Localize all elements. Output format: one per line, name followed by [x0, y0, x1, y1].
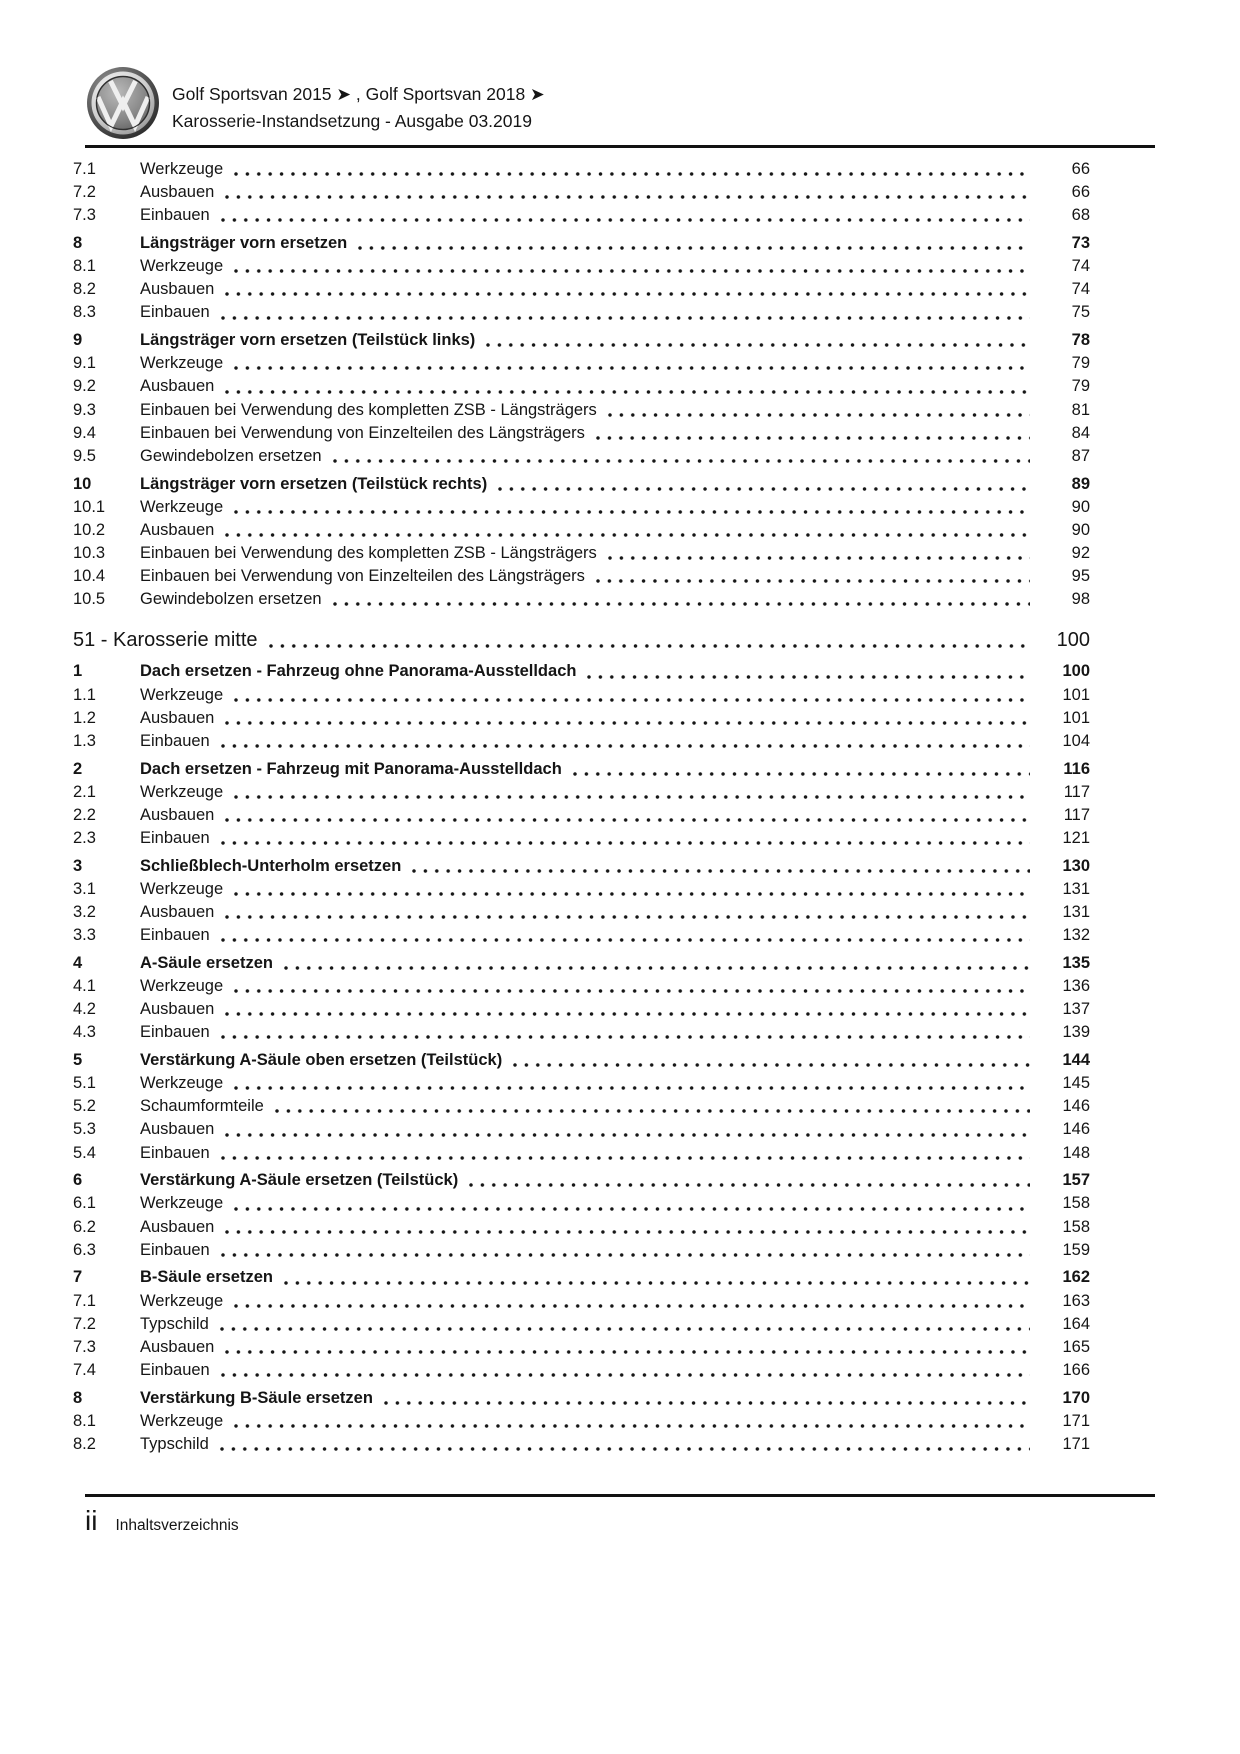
dot-leader: [225, 533, 1030, 537]
toc-section-number: 9.2: [73, 377, 96, 396]
dot-leader: [234, 1207, 1030, 1211]
toc-row: [73, 878, 1090, 901]
dot-leader: [225, 1230, 1030, 1234]
dot-leader: [608, 413, 1030, 417]
toc-title: Ausbauen: [140, 1120, 215, 1139]
toc-section-number: 8.3: [73, 303, 96, 322]
toc-title: Gewindebolzen ersetzen: [140, 590, 322, 609]
toc-section-number: 6: [73, 1171, 83, 1190]
toc-title: Dach ersetzen - Fahrzeug ohne Panorama-Ausstelldach: [140, 662, 577, 681]
toc-page-number: 159: [1062, 1240, 1090, 1259]
toc-section-number: 4.3: [73, 1023, 96, 1042]
toc-page-number: 144: [1062, 1050, 1090, 1069]
toc-section-number: 6.1: [73, 1194, 96, 1213]
toc-section-number: 2.2: [73, 805, 96, 824]
toc-title: Einbauen: [140, 1361, 210, 1379]
dot-leader: [587, 675, 1030, 679]
dot-leader: [234, 892, 1030, 896]
toc-title: Ausbauen: [140, 280, 215, 299]
toc-title: Dach ersetzen - Fahrzeug mit Panorama-Ausstelldach: [140, 759, 562, 778]
toc-page-number: 157: [1062, 1171, 1090, 1190]
toc-title: Ausbauen: [140, 805, 215, 824]
toc-section-number: 3.3: [73, 926, 96, 945]
toc-chapter-row: [73, 627, 1090, 654]
dot-leader: [358, 246, 1030, 250]
toc-title: Werkzeuge: [140, 1074, 224, 1093]
dot-leader: [513, 1063, 1030, 1067]
toc-row: [73, 1313, 1090, 1336]
toc-page-number: 66: [1071, 183, 1090, 202]
dot-leader: [608, 556, 1030, 560]
toc-row: [73, 255, 1090, 278]
dot-leader: [225, 915, 1030, 919]
toc-row: [73, 1142, 1090, 1165]
toc-page-number: 101: [1062, 685, 1090, 704]
toc-section-number: 5.1: [73, 1074, 96, 1093]
toc-page-number: 131: [1062, 879, 1090, 898]
toc-section-number: 8: [73, 233, 83, 252]
toc-title: Verstärkung A-Säule ersetzen (Teilstück): [140, 1171, 459, 1190]
toc-row: [73, 542, 1090, 565]
toc-page-number: 100: [1062, 662, 1090, 681]
toc-section-number: 9.3: [73, 400, 96, 419]
toc-page-number: 101: [1062, 708, 1090, 727]
toc-title: Werkzeuge: [140, 497, 224, 516]
toc-title: Längsträger vorn ersetzen (Teilstück rechts): [140, 474, 488, 493]
toc-title: Einbauen bei Verwendung des kompletten ZSB - Längsträgers: [140, 544, 597, 562]
toc-section-number: 7.1: [73, 160, 96, 178]
vw-logo-icon: [86, 66, 160, 140]
toc-title: Einbauen: [140, 829, 210, 848]
dot-leader: [234, 1304, 1030, 1308]
toc-row: [73, 901, 1090, 924]
toc-row: [73, 998, 1090, 1021]
dot-leader: [384, 1401, 1030, 1405]
toc-row: [73, 1290, 1090, 1313]
dot-leader: [234, 698, 1030, 702]
dot-leader: [225, 195, 1030, 199]
toc-title: Einbauen: [140, 926, 210, 945]
toc-title: Typschild: [140, 1434, 209, 1453]
toc-title: Ausbauen: [140, 1000, 215, 1019]
toc-row: [73, 329, 1090, 352]
toc-page-number: 74: [1071, 280, 1090, 299]
toc-row: [73, 707, 1090, 730]
toc-page-number: 132: [1062, 926, 1090, 945]
dot-leader: [498, 487, 1030, 491]
toc-page-number: 89: [1071, 474, 1090, 493]
toc-title: Ausbauen: [140, 1337, 215, 1356]
toc-page-number: 171: [1062, 1411, 1090, 1430]
toc-page-number: 66: [1071, 160, 1090, 178]
toc-section-number: 5: [73, 1050, 83, 1069]
toc-row: [73, 924, 1090, 947]
toc-title: Einbauen bei Verwendung von Einzelteilen des Längsträgers: [140, 423, 585, 442]
toc-row: [73, 204, 1090, 227]
toc-page-number: 98: [1071, 590, 1090, 609]
toc-section-number: 3: [73, 856, 83, 875]
footer-page-number: ii: [85, 1505, 98, 1536]
toc-title: Ausbauen: [140, 1217, 215, 1236]
toc-page-number: 75: [1071, 303, 1090, 322]
toc-section-number: 7.2: [73, 1314, 96, 1333]
toc-title: Ausbauen: [140, 903, 215, 922]
toc-section-number: 10.2: [73, 520, 106, 539]
dot-leader: [275, 1109, 1030, 1113]
dot-leader: [221, 841, 1030, 845]
toc-section-number: 8.2: [73, 280, 96, 299]
toc-title: Verstärkung B-Säule ersetzen: [140, 1388, 373, 1407]
dot-leader: [221, 744, 1030, 748]
toc-row: [73, 588, 1090, 611]
toc-page-number: 95: [1071, 567, 1090, 586]
toc-section-number: 4.2: [73, 1000, 96, 1019]
toc-section-number: 2.3: [73, 829, 96, 848]
toc-row: [73, 1216, 1090, 1239]
toc-page-number: 100: [1056, 629, 1090, 652]
toc-row: [73, 1336, 1090, 1359]
toc-title: Ausbauen: [140, 708, 215, 727]
toc-page-number: 158: [1062, 1194, 1090, 1213]
toc-row: [73, 445, 1090, 468]
toc-title: Werkzeuge: [140, 1411, 224, 1430]
toc-section-number: 7.4: [73, 1361, 96, 1379]
toc-page-number: 130: [1062, 856, 1090, 875]
toc-page-number: 90: [1071, 520, 1090, 539]
toc-row: [73, 1387, 1090, 1410]
toc-row: [73, 1095, 1090, 1118]
toc-row: [73, 473, 1090, 496]
toc-row: [73, 1072, 1090, 1095]
dot-leader: [221, 316, 1030, 320]
dot-leader: [284, 1281, 1030, 1285]
toc-title: Einbauen: [140, 1240, 210, 1259]
toc-page-number: 137: [1062, 1000, 1090, 1019]
toc-section-number: 1.1: [73, 685, 96, 704]
dot-leader: [225, 721, 1030, 725]
toc-title: Einbauen: [140, 206, 210, 225]
toc-section-number: 4: [73, 953, 83, 972]
toc-row: [73, 1433, 1090, 1456]
toc-row: [73, 375, 1090, 398]
toc-section-number: 8.1: [73, 257, 96, 276]
toc-section-number: 5.3: [73, 1120, 96, 1139]
dot-leader: [284, 966, 1030, 970]
toc-title: Schließblech-Unterholm ersetzen: [140, 856, 402, 875]
toc-title: Einbauen: [140, 1023, 210, 1042]
dot-leader: [469, 1183, 1030, 1187]
dot-leader: [221, 1035, 1030, 1039]
toc-page-number: 79: [1071, 377, 1090, 396]
toc-section-number: 10.5: [73, 590, 106, 609]
toc-row: [73, 1192, 1090, 1215]
toc-page-number: 131: [1062, 903, 1090, 922]
footer: [85, 1504, 239, 1538]
toc-section-number: 3.2: [73, 903, 96, 922]
toc-page-number: 139: [1062, 1023, 1090, 1042]
toc-section-number: 9.5: [73, 446, 96, 465]
toc-row: [73, 758, 1090, 781]
toc-title: Werkzeuge: [140, 782, 224, 801]
toc-title: 51 - Karosserie mitte: [73, 629, 258, 652]
toc-page-number: 166: [1062, 1361, 1090, 1379]
toc-title: Werkzeuge: [140, 1194, 224, 1213]
toc-title: Werkzeuge: [140, 685, 224, 704]
toc-page-number: 158: [1062, 1217, 1090, 1236]
dot-leader: [225, 1012, 1030, 1016]
toc-row: [73, 855, 1090, 878]
toc-page-number: 73: [1071, 233, 1090, 252]
toc-section-number: 9.4: [73, 423, 96, 442]
toc-row: [73, 781, 1090, 804]
toc-row: [73, 422, 1090, 445]
toc-row: [73, 804, 1090, 827]
toc-section-number: 3.1: [73, 879, 96, 898]
toc-section-number: 8.1: [73, 1411, 96, 1430]
dot-leader: [234, 366, 1030, 370]
toc-page-number: 87: [1071, 446, 1090, 465]
toc-page-number: 136: [1062, 977, 1090, 995]
dot-leader: [221, 1253, 1030, 1257]
header-model-line: Golf Sportsvan 2015 ➤ , Golf Sportsvan 2018 ➤: [172, 84, 545, 104]
dot-leader: [412, 869, 1030, 873]
dot-leader: [573, 772, 1030, 776]
toc-row: [73, 352, 1090, 375]
dot-leader: [221, 938, 1030, 942]
dot-leader: [220, 1447, 1030, 1451]
toc-title: Einbauen: [140, 1143, 210, 1162]
toc-section-number: 6.3: [73, 1240, 96, 1259]
toc-page-number: 74: [1071, 257, 1090, 276]
toc-page-number: 121: [1062, 829, 1090, 848]
toc-page-number: 145: [1062, 1074, 1090, 1093]
toc-row: [73, 1239, 1090, 1262]
toc-row: [73, 1410, 1090, 1433]
dot-leader: [221, 1373, 1030, 1377]
toc-title: Werkzeuge: [140, 1291, 224, 1310]
toc-page-number: 162: [1062, 1268, 1090, 1287]
toc-section-number: 8.2: [73, 1434, 96, 1453]
toc-section-number: 2: [73, 759, 83, 778]
toc-section-number: 6.2: [73, 1217, 96, 1236]
toc-page-number: 68: [1071, 206, 1090, 225]
toc-page-number: 90: [1071, 497, 1090, 516]
toc-title: Gewindebolzen ersetzen: [140, 446, 322, 465]
toc-row: [73, 975, 1090, 998]
dot-leader: [234, 172, 1030, 176]
toc-section-number: 7: [73, 1268, 83, 1287]
dot-leader: [225, 818, 1030, 822]
toc-section-number: 7.1: [73, 1291, 96, 1310]
dot-leader: [225, 1133, 1030, 1137]
toc-page-number: 117: [1063, 805, 1090, 824]
toc-row: [73, 278, 1090, 301]
toc-title: Längsträger vorn ersetzen (Teilstück links): [140, 331, 476, 350]
dot-leader: [220, 1327, 1030, 1331]
toc-section-number: 10.3: [73, 544, 106, 562]
toc-row: [73, 565, 1090, 588]
toc-section-number: 9: [73, 331, 83, 350]
toc-page-number: 92: [1071, 544, 1090, 562]
toc-title: Werkzeuge: [140, 160, 224, 178]
header: [172, 81, 545, 135]
toc-page-number: 79: [1071, 354, 1090, 373]
dot-leader: [234, 989, 1030, 993]
toc-row: [73, 1266, 1090, 1289]
dot-leader: [225, 1350, 1030, 1354]
toc-row: [73, 730, 1090, 753]
toc-row: [73, 158, 1090, 181]
toc-title: Schaumformteile: [140, 1097, 264, 1116]
toc-row: [73, 684, 1090, 707]
toc-title: Einbauen: [140, 303, 210, 322]
toc-section-number: 5.2: [73, 1097, 96, 1116]
toc-title: A-Säule ersetzen: [140, 953, 273, 972]
header-divider: [85, 145, 1155, 148]
toc-title: Verstärkung A-Säule oben ersetzen (Teilstück): [140, 1050, 503, 1069]
dot-leader: [234, 269, 1030, 273]
dot-leader: [596, 436, 1030, 440]
toc-page-number: 135: [1062, 953, 1090, 972]
toc-page-number: 170: [1062, 1388, 1090, 1407]
toc-section-number: 7.3: [73, 206, 96, 225]
toc-section-number: 7.3: [73, 1337, 96, 1356]
toc-section-number: 1: [73, 662, 83, 681]
toc-row: [73, 181, 1090, 204]
toc-row: [73, 1021, 1090, 1044]
toc-title: Einbauen bei Verwendung von Einzelteilen des Längsträgers: [140, 567, 585, 586]
toc-title: Ausbauen: [140, 377, 215, 396]
toc-page-number: 146: [1062, 1097, 1090, 1116]
footer-section-label: Inhaltsverzeichnis: [115, 1517, 239, 1534]
dot-leader: [234, 1086, 1030, 1090]
toc-title: Ausbauen: [140, 183, 215, 202]
toc-row: [73, 660, 1090, 683]
toc-section-number: 2.1: [73, 782, 96, 801]
toc-row: [73, 1169, 1090, 1192]
dot-leader: [234, 795, 1030, 799]
toc-title: Einbauen bei Verwendung des kompletten ZSB - Längsträgers: [140, 400, 597, 419]
dot-leader: [234, 1424, 1030, 1428]
dot-leader: [234, 510, 1030, 514]
toc-page-number: 116: [1063, 759, 1090, 778]
dot-leader: [333, 459, 1030, 463]
toc-section-number: 1.3: [73, 731, 96, 750]
toc-section-number: 10: [73, 474, 92, 493]
toc-page-number: 164: [1062, 1314, 1090, 1333]
toc-section-number: 10.1: [73, 497, 106, 516]
toc-page-number: 84: [1071, 423, 1090, 442]
dot-leader: [486, 343, 1030, 347]
header-edition-line: Karosserie-Instandsetzung - Ausgabe 03.2019: [172, 111, 532, 131]
toc-section-number: 9.1: [73, 354, 96, 373]
toc-page-number: 163: [1062, 1291, 1090, 1310]
toc-row: [73, 496, 1090, 519]
toc-title: B-Säule ersetzen: [140, 1268, 273, 1287]
toc-title: Typschild: [140, 1314, 209, 1333]
toc-title: Werkzeuge: [140, 257, 224, 276]
toc-page-number: 148: [1062, 1143, 1090, 1162]
toc-row: [73, 1049, 1090, 1072]
toc-page-number: 117: [1063, 782, 1090, 801]
toc-title: Werkzeuge: [140, 879, 224, 898]
toc-row: [73, 1359, 1090, 1382]
toc-section-number: 4.1: [73, 977, 96, 995]
toc-row: [73, 301, 1090, 324]
toc-section-number: 5.4: [73, 1143, 96, 1162]
table-of-contents: [73, 158, 1090, 1456]
toc-section-number: 8: [73, 1388, 83, 1407]
toc-page-number: 104: [1062, 731, 1090, 750]
dot-leader: [333, 602, 1030, 606]
dot-leader: [225, 292, 1030, 296]
dot-leader: [225, 390, 1030, 394]
toc-page-number: 78: [1071, 331, 1090, 350]
toc-row: [73, 399, 1090, 422]
toc-row: [73, 952, 1090, 975]
toc-title: Werkzeuge: [140, 354, 224, 373]
toc-title: Längsträger vorn ersetzen: [140, 233, 348, 252]
dot-leader: [269, 644, 1030, 648]
toc-row: [73, 1118, 1090, 1141]
toc-row: [73, 827, 1090, 850]
toc-page-number: 171: [1062, 1434, 1090, 1453]
toc-page-number: 146: [1062, 1120, 1090, 1139]
toc-title: Werkzeuge: [140, 977, 224, 995]
toc-row: [73, 519, 1090, 542]
footer-divider: [85, 1494, 1155, 1497]
dot-leader: [221, 1156, 1030, 1160]
toc-title: Einbauen: [140, 731, 210, 750]
toc-section-number: 7.2: [73, 183, 96, 202]
toc-page-number: 81: [1071, 400, 1090, 419]
dot-leader: [596, 579, 1030, 583]
toc-page-number: 165: [1062, 1337, 1090, 1356]
toc-section-number: 1.2: [73, 708, 96, 727]
toc-title: Ausbauen: [140, 520, 215, 539]
dot-leader: [221, 218, 1030, 222]
toc-section-number: 10.4: [73, 567, 106, 586]
toc-row: [73, 232, 1090, 255]
